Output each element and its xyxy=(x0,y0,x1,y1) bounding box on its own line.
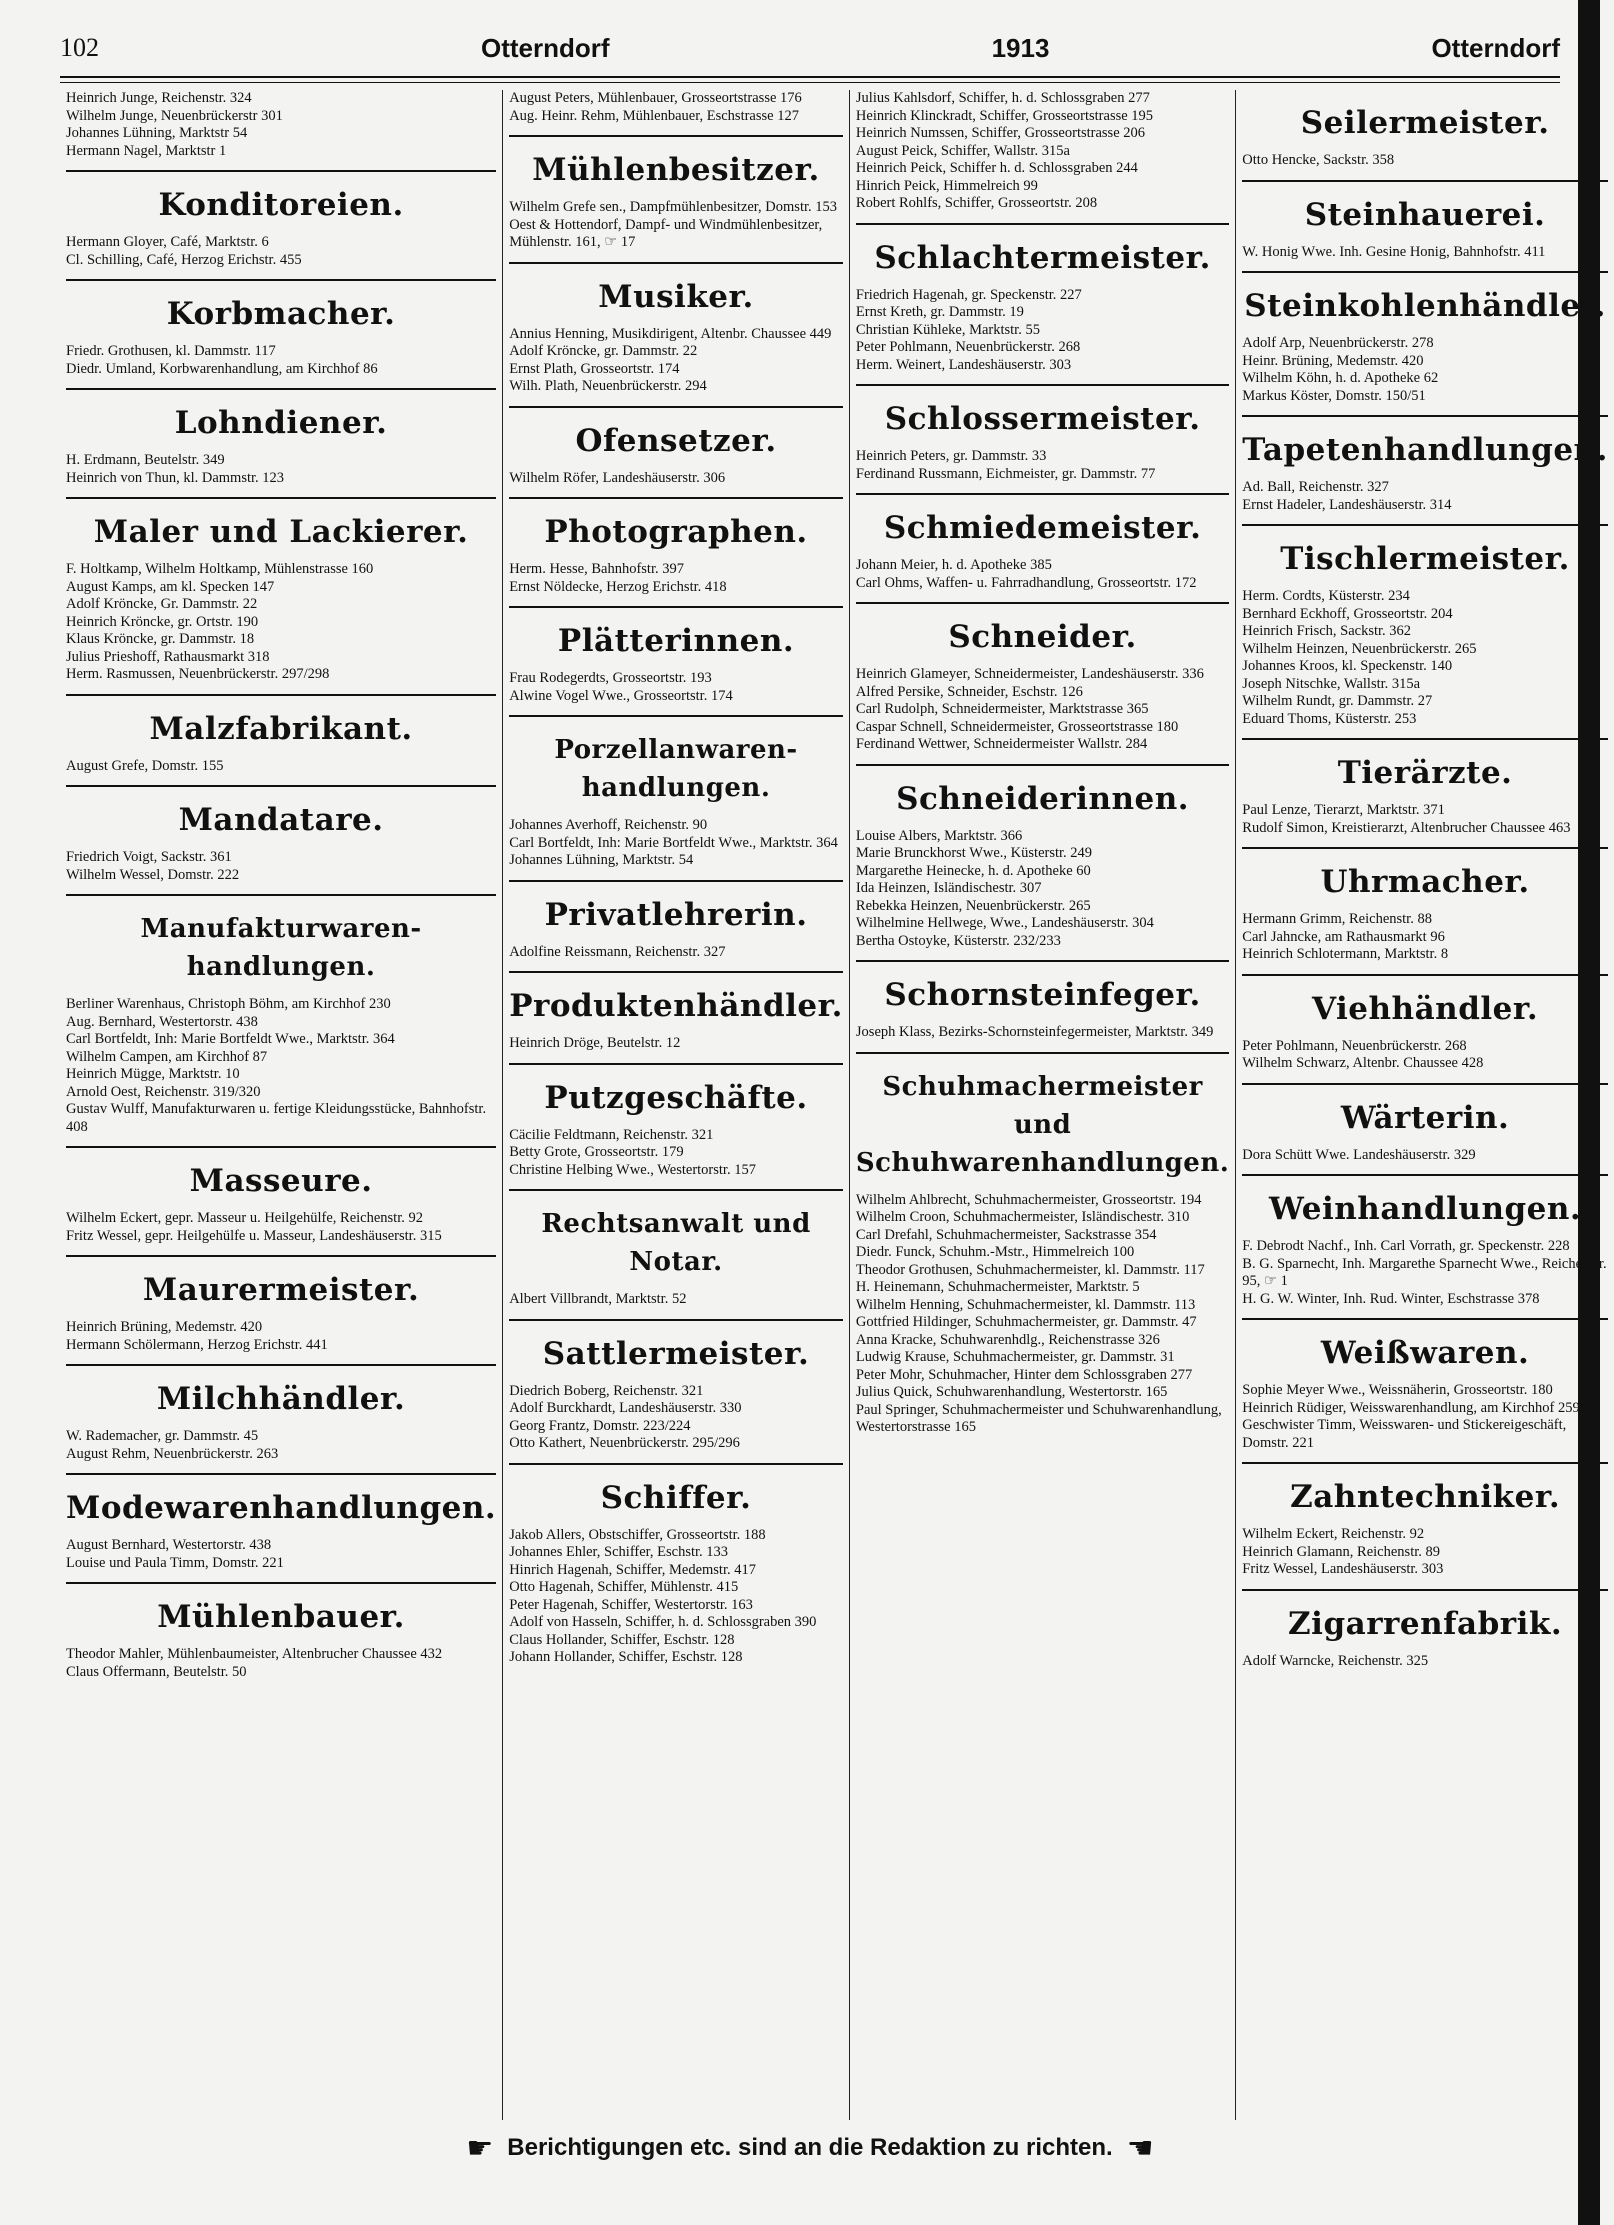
section-divider xyxy=(66,1473,496,1475)
directory-entry: Carl Ohms, Waffen- u. Fahrradhandlung, Grosseortstr. 172 xyxy=(855,574,1197,591)
directory-section xyxy=(66,785,496,884)
directory-section xyxy=(856,384,1229,483)
directory-section xyxy=(509,1189,843,1309)
section-divider xyxy=(509,606,843,608)
footer-note: Berichtigungen etc. sind an die Redaktion zu richten. xyxy=(507,2134,1113,2161)
column-3 xyxy=(850,90,1236,2120)
directory-entry: Heinrich Mügge, Marktstr. 10 xyxy=(66,1066,240,1082)
section-heading: Korbmacher. xyxy=(166,296,396,332)
directory-entry: Dora Schütt Wwe. Landeshäuserstr. 329 xyxy=(1242,1146,1476,1163)
directory-section xyxy=(66,279,496,378)
directory-entry: Ferdinand Wettwer, Schneidermeister Wallstr. 284 xyxy=(855,736,1148,752)
directory-section xyxy=(66,1582,496,1681)
directory-entry: Ad. Ball, Reichenstr. 327 xyxy=(1242,479,1389,495)
directory-entry: Alfred Persike, Schneider, Eschstr. 126 xyxy=(855,683,1083,700)
directory-entry: Paul Lenze, Tierarzt, Marktstr. 371 xyxy=(1242,802,1445,818)
section-heading: Tischlermeister. xyxy=(1280,541,1570,577)
directory-entry: Herm. Hesse, Bahnhofstr. 397 xyxy=(509,561,684,577)
directory-section xyxy=(66,1146,496,1245)
directory-entry: Wilhelm Heinzen, Neuenbrückerstr. 265 xyxy=(1242,640,1477,657)
directory-entry: Cäcilie Feldtmann, Reichenstr. 321 xyxy=(509,1126,714,1143)
section-heading: Porzellanwaren-handlungen. xyxy=(554,735,798,803)
directory-entry: Fritz Wessel, gepr. Heilgehülfe u. Masseur, Landeshäuserstr. 315 xyxy=(66,1227,442,1244)
directory-section xyxy=(66,1255,496,1354)
directory-section xyxy=(1242,1589,1608,1671)
section-heading: Sattlermeister. xyxy=(542,1335,810,1372)
directory-entry: Carl Drefahl, Schuhmachermeister, Sackstrasse 354 xyxy=(855,1226,1157,1243)
section-divider xyxy=(509,880,843,882)
directory-entry: Carl Rudolph, Schneidermeister, Marktstrasse 365 xyxy=(855,701,1149,717)
directory-entry: Heinr. Brüning, Medemstr. 420 xyxy=(1242,352,1424,369)
section-heading: Photographen. xyxy=(544,514,808,550)
directory-entry: Arnold Oest, Reichenstr. 319/320 xyxy=(66,1083,261,1100)
directory-entry: Ernst Hadeler, Landeshäuserstr. 314 xyxy=(1242,496,1452,513)
directory-entry: August Peick, Schiffer, Wallstr. 315a xyxy=(855,142,1070,159)
directory-entry: Gottfried Hildinger, Schuhmachermeister, gr. Dammstr. 47 xyxy=(855,1314,1197,1330)
directory-entry: Berliner Warenhaus, Christoph Böhm, am Kirchhof 230 xyxy=(66,996,391,1012)
directory-entry: Wilhelm Croon, Schuhmachermeister, Isländischestr. 310 xyxy=(855,1209,1190,1225)
directory-entry: Anna Kracke, Schuhwarenhdlg., Reichenstrasse 326 xyxy=(855,1331,1160,1348)
section-heading: Schmiedemeister. xyxy=(883,510,1202,546)
page-footer xyxy=(60,2128,1560,2168)
directory-entry: Wilhelm Köhn, h. d. Apotheke 62 xyxy=(1242,370,1439,386)
section-divider xyxy=(66,785,496,787)
directory-section xyxy=(66,1364,496,1463)
directory-section xyxy=(66,388,496,487)
directory-entry: Claus Offermann, Beutelstr. 50 xyxy=(66,1663,247,1680)
directory-entry: Joseph Klass, Bezirks-Schornsteinfegermeister, Marktstr. 349 xyxy=(855,1024,1214,1040)
directory-entry: Heinrich Junge, Reichenstr. 324 xyxy=(66,90,252,106)
directory-entry: Wilhelm Wessel, Domstr. 222 xyxy=(66,866,240,883)
directory-entry: Heinrich Brüning, Medemstr. 420 xyxy=(66,1319,263,1335)
section-divider xyxy=(1242,1589,1608,1591)
section-divider xyxy=(1242,1318,1608,1320)
town-name-right: Otterndorf xyxy=(1431,32,1560,63)
directory-entry: Julius Kahlsdorf, Schiffer, h. d. Schlossgraben 277 xyxy=(855,90,1150,106)
directory-entry: Johann Meier, h. d. Apotheke 385 xyxy=(855,557,1052,573)
directory-section xyxy=(1242,1462,1608,1579)
directory-entry: Joseph Nitschke, Wallstr. 315a xyxy=(1242,675,1421,692)
directory-entry: August Bernhard, Westertorstr. 438 xyxy=(66,1537,272,1553)
section-heading: Modewarenhandlungen. xyxy=(66,1490,497,1526)
directory-entry: Wilhelm Campen, am Kirchhof 87 xyxy=(66,1048,268,1065)
section-divider xyxy=(1242,524,1608,526)
section-divider xyxy=(1242,271,1608,273)
section-heading: Schlossermeister. xyxy=(884,401,1201,437)
directory-entry: Hermann Gloyer, Café, Marktstr. 6 xyxy=(66,234,269,250)
directory-entry: Wilhelm Junge, Neuenbrückerstr 301 xyxy=(66,107,283,124)
directory-entry: Robert Rohlfs, Schiffer, Grosseortstr. 208 xyxy=(855,195,1098,211)
directory-entry: Gustav Wulff, Manufakturwaren u. fertige Kleidungsstücke, Bahnhofstr. 408 xyxy=(66,1101,487,1135)
section-divider xyxy=(66,894,496,896)
directory-entry: Johannes Lühning, Marktstr 54 xyxy=(66,125,248,141)
section-heading: Mandatare. xyxy=(178,802,384,838)
section-heading: Weinhandlungen. xyxy=(1268,1191,1582,1227)
directory-section xyxy=(856,764,1229,951)
section-divider xyxy=(509,135,843,137)
directory-entry: Adolf Burckhardt, Landeshäuserstr. 330 xyxy=(509,1400,742,1416)
directory-entry: Adolf Warncke, Reichenstr. 325 xyxy=(1242,1652,1429,1669)
directory-entry: Hinrich Hagenah, Schiffer, Medemstr. 417 xyxy=(509,1561,756,1578)
section-heading: Steinkohlenhändler. xyxy=(1244,288,1606,324)
section-heading: Schneiderinnen. xyxy=(896,780,1190,817)
section-divider xyxy=(66,1255,496,1257)
directory-entry: Carl Bortfeldt, Inh: Marie Bortfeldt Wwe., Marktstr. 364 xyxy=(509,834,838,851)
section-heading: Schornsteinfeger. xyxy=(884,977,1201,1013)
directory-section xyxy=(856,493,1229,592)
section-heading: Uhrmacher. xyxy=(1320,864,1530,900)
section-heading: Zahntechniker. xyxy=(1290,1479,1561,1515)
directory-entry: Herm. Rasmussen, Neuenbrückerstr. 297/298 xyxy=(66,666,330,682)
directory-entry: Wilhelm Eckert, gepr. Masseur u. Heilgehülfe, Reichenstr. 92 xyxy=(66,1210,423,1226)
directory-entry: Carl Bortfeldt, Inh: Marie Bortfeldt Wwe., Marktstr. 364 xyxy=(66,1031,395,1047)
section-divider xyxy=(1242,974,1608,976)
directory-entry: Alwine Vogel Wwe., Grosseortstr. 174 xyxy=(509,687,733,704)
section-heading: Musiker. xyxy=(598,278,754,315)
section-heading: Lohndiener. xyxy=(174,405,388,441)
section-divider xyxy=(66,1582,496,1584)
directory-entry: Hinrich Peick, Himmelreich 99 xyxy=(855,177,1038,194)
section-heading: Schiffer. xyxy=(600,1479,752,1516)
section-divider xyxy=(856,764,1229,766)
directory-entry: Heinrich Peters, gr. Dammstr. 33 xyxy=(855,448,1047,464)
directory-section xyxy=(1242,1318,1608,1452)
directory-entry: Wilhelmine Hellwege, Wwe., Landeshäuserstr. 304 xyxy=(855,915,1154,931)
directory-entry: Johannes Lühning, Marktstr. 54 xyxy=(509,852,694,868)
directory-entry: Aug. Bernhard, Westertorstr. 438 xyxy=(66,1013,258,1030)
section-heading: Privatlehrerin. xyxy=(544,896,808,933)
directory-section xyxy=(1242,974,1608,1073)
section-divider xyxy=(66,694,496,696)
directory-entry: Sophie Meyer Wwe., Weissnäherin, Grosseortstr. 180 xyxy=(1242,1382,1553,1398)
pointing-hand-left-icon: ☚ xyxy=(1126,2131,1154,2165)
directory-section xyxy=(66,694,496,776)
directory-section xyxy=(509,406,843,488)
section-heading: Milchhändler. xyxy=(156,1381,406,1417)
directory-entry: Otto Hencke, Sackstr. 358 xyxy=(1242,152,1395,168)
directory-entry: Wilhelm Rundt, gr. Dammstr. 27 xyxy=(1242,693,1433,709)
section-divider xyxy=(1242,1462,1608,1464)
directory-entry: Claus Hollander, Schiffer, Eschstr. 128 xyxy=(509,1631,735,1648)
directory-entry: Adolf Kröncke, Gr. Dammstr. 22 xyxy=(66,596,258,612)
directory-entry: Ferdinand Russmann, Eichmeister, gr. Dammstr. 77 xyxy=(855,465,1156,482)
section-heading: Ofensetzer. xyxy=(575,422,777,459)
town-name-left: Otterndorf xyxy=(481,32,610,63)
directory-entry: H. Erdmann, Beutelstr. 349 xyxy=(66,452,225,468)
directory-section xyxy=(1242,847,1608,964)
directory-entry: W. Rademacher, gr. Dammstr. 45 xyxy=(66,1428,259,1444)
section-heading: Produktenhändler. xyxy=(509,988,843,1024)
section-heading: Steinhauerei. xyxy=(1304,196,1546,233)
section-divider xyxy=(509,971,843,973)
section-heading: Viehhändler. xyxy=(1312,990,1539,1027)
section-divider xyxy=(1242,847,1608,849)
directory-entry: Hermann Schölermann, Herzog Erichstr. 441 xyxy=(66,1336,328,1353)
directory-entry: Heinrich von Thun, kl. Dammstr. 123 xyxy=(66,469,285,486)
directory-entry: Wilh. Plath, Neuenbrückerstr. 294 xyxy=(509,378,707,394)
page-header xyxy=(60,28,1560,68)
directory-entry: Peter Pohlmann, Neuenbrückerstr. 268 xyxy=(855,339,1081,355)
directory-entry: Geschwister Timm, Weisswaren- und Stickereigeschäft, Domstr. 221 xyxy=(1242,1417,1567,1451)
directory-section xyxy=(856,1052,1229,1437)
column-4 xyxy=(1236,90,1614,2120)
directory-section xyxy=(856,602,1229,754)
directory-entry: August Rehm, Neuenbrückerstr. 263 xyxy=(66,1445,279,1462)
section-heading: Plätterinnen. xyxy=(557,623,795,659)
section-divider xyxy=(856,493,1229,495)
directory-entry: Ernst Plath, Grosseortstr. 174 xyxy=(509,360,680,377)
directory-columns xyxy=(60,90,1608,2120)
directory-entry: Hermann Nagel, Marktstr 1 xyxy=(66,142,227,159)
directory-entry: Ludwig Krause, Schuhmachermeister, gr. Dammstr. 31 xyxy=(855,1349,1175,1365)
section-divider xyxy=(509,1463,843,1465)
directory-entry: W. Honig Wwe. Inh. Gesine Honig, Bahnhofstr. 411 xyxy=(1242,243,1546,260)
directory-entry: Annius Henning, Musikdirigent, Altenbr. Chaussee 449 xyxy=(509,325,832,342)
directory-entry: F. Debrodt Nachf., Inh. Carl Vorrath, gr. Speckenstr. 228 xyxy=(1242,1238,1570,1254)
section-heading: Maler und Lackierer. xyxy=(93,514,469,550)
directory-section xyxy=(1242,524,1608,728)
directory-entry: Eduard Thoms, Küsterstr. 253 xyxy=(1242,710,1417,727)
section-divider xyxy=(1242,738,1608,740)
directory-entry: Diedr. Funck, Schuhm.-Mstr., Himmelreich 100 xyxy=(855,1244,1135,1260)
directory-entry: Heinrich Kröncke, gr. Ortstr. 190 xyxy=(66,613,259,630)
directory-entry: Johannes Kroos, kl. Speckenstr. 140 xyxy=(1242,658,1453,674)
directory-entry: Wilhelm Henning, Schuhmachermeister, kl. Dammstr. 113 xyxy=(855,1296,1196,1313)
directory-entry: B. G. Sparnecht, Inh. Margarethe Sparnecht Wwe., Reichenstr. 95, ☞ 1 xyxy=(1242,1255,1607,1289)
directory-entry: Christine Helbing Wwe., Westertorstr. 157 xyxy=(509,1161,756,1178)
directory-section xyxy=(1242,1174,1608,1308)
directory-entry: Heinrich Peick, Schiffer h. d. Schlossgraben 244 xyxy=(855,160,1138,176)
directory-entry: Heinrich Schlotermann, Marktstr. 8 xyxy=(1242,946,1449,962)
directory-section xyxy=(1242,180,1608,262)
directory-entry: Wilhelm Röfer, Landeshäuserstr. 306 xyxy=(509,469,726,486)
directory-entry: Friedrich Hagenah, gr. Speckenstr. 227 xyxy=(855,286,1082,303)
directory-section xyxy=(1242,104,1608,170)
directory-entry: Johannes Ehler, Schiffer, Eschstr. 133 xyxy=(509,1544,729,1560)
section-divider xyxy=(856,960,1229,962)
section-divider xyxy=(856,384,1229,386)
directory-section xyxy=(856,90,1229,213)
section-heading: Schlachtermeister. xyxy=(874,239,1211,276)
directory-entry: Adolfine Reissmann, Reichenstr. 327 xyxy=(509,943,726,960)
section-heading: Manufakturwaren-handlungen. xyxy=(140,914,422,982)
directory-entry: Diedr. Umland, Korbwarenhandlung, am Kirchhof 86 xyxy=(66,360,378,377)
directory-entry: Klaus Kröncke, gr. Dammstr. 18 xyxy=(66,631,255,647)
section-divider xyxy=(856,1052,1229,1054)
directory-entry: Wilhelm Schwarz, Altenbr. Chaussee 428 xyxy=(1242,1055,1484,1071)
directory-entry: Heinrich Frisch, Sackstr. 362 xyxy=(1242,623,1412,639)
section-divider xyxy=(66,170,496,172)
directory-section xyxy=(509,1463,843,1667)
directory-entry: Adolf von Hasseln, Schiffer, h. d. Schlossgraben 390 xyxy=(509,1614,817,1630)
directory-entry: Oest & Hottendorf, Dampf- und Windmühlenbesitzer, Mühlenstr. 161, ☞ 17 xyxy=(509,216,823,250)
directory-section xyxy=(509,497,843,596)
directory-entry: Johann Hollander, Schiffer, Eschstr. 128 xyxy=(509,1649,743,1665)
directory-entry: Julius Quick, Schuhwarenhandlung, Westertorstr. 165 xyxy=(855,1384,1168,1400)
directory-section xyxy=(66,170,496,269)
section-divider xyxy=(66,1146,496,1148)
section-heading: Malzfabrikant. xyxy=(149,710,413,747)
section-divider xyxy=(509,497,843,499)
pointing-hand-right-icon: ☛ xyxy=(466,2131,494,2165)
directory-section xyxy=(509,880,843,962)
directory-entry: Bertha Ostoyke, Küsterstr. 232/233 xyxy=(855,932,1061,949)
directory-entry: Herm. Cordts, Küsterstr. 234 xyxy=(1242,588,1410,604)
section-divider xyxy=(66,388,496,390)
directory-section xyxy=(66,90,496,160)
directory-entry: Wilhelm Ahlbrecht, Schuhmachermeister, Grosseortstr. 194 xyxy=(855,1191,1202,1208)
directory-entry: August Grefe, Domstr. 155 xyxy=(66,757,224,774)
directory-entry: Theodor Mahler, Mühlenbaumeister, Altenbrucher Chaussee 432 xyxy=(66,1646,443,1662)
directory-section xyxy=(509,135,843,252)
directory-section xyxy=(66,1473,496,1572)
directory-section xyxy=(1242,1083,1608,1165)
section-heading: Zigarrenfabrik. xyxy=(1288,1605,1563,1642)
directory-entry: Caspar Schnell, Schneidermeister, Grosseortstrasse 180 xyxy=(855,718,1179,735)
directory-section xyxy=(1242,271,1608,405)
directory-entry: Markus Köster, Domstr. 150/51 xyxy=(1242,387,1426,404)
directory-section xyxy=(509,90,843,125)
section-divider xyxy=(509,406,843,408)
section-heading: Tapetenhandlungen. xyxy=(1242,432,1608,468)
section-divider xyxy=(856,223,1229,225)
directory-entry: Betty Grote, Grosseortstr. 179 xyxy=(509,1144,684,1160)
directory-entry: Ernst Nöldecke, Herzog Erichstr. 418 xyxy=(509,578,727,595)
directory-entry: Christian Kühleke, Marktstr. 55 xyxy=(855,321,1040,338)
directory-entry: Frau Rodegerdts, Grosseortstr. 193 xyxy=(509,670,712,686)
section-heading: Masseure. xyxy=(189,1163,373,1199)
directory-entry: Heinrich Glamann, Reichenstr. 89 xyxy=(1242,1543,1441,1560)
header-rule xyxy=(60,76,1560,83)
directory-section xyxy=(66,894,496,1136)
section-heading: Schuhmachermeister und Schuhwarenhandlungen. xyxy=(855,1071,1230,1178)
directory-entry: Hermann Grimm, Reichenstr. 88 xyxy=(1242,911,1432,927)
directory-entry: H. G. W. Winter, Inh. Rud. Winter, Eschstrasse 378 xyxy=(1242,1290,1540,1307)
directory-section xyxy=(1242,415,1608,514)
directory-entry: Julius Prieshoff, Rathausmarkt 318 xyxy=(66,648,270,665)
section-heading: Putzgeschäfte. xyxy=(544,1079,808,1116)
directory-section xyxy=(509,715,843,870)
page-number: 102 xyxy=(60,33,99,62)
directory-entry: Herm. Weinert, Landeshäuserstr. 303 xyxy=(855,356,1072,373)
directory-section xyxy=(856,223,1229,375)
section-divider xyxy=(509,715,843,717)
section-heading: Seilermeister. xyxy=(1300,105,1550,141)
directory-entry: Fritz Wessel, Landeshäuserstr. 303 xyxy=(1242,1561,1444,1577)
directory-entry: Heinrich Rüdiger, Weisswarenhandlung, am Kirchhof 259 xyxy=(1242,1399,1580,1416)
directory-entry: Georg Frantz, Domstr. 223/224 xyxy=(509,1417,691,1434)
directory-entry: Ida Heinzen, Isländischestr. 307 xyxy=(855,880,1042,896)
directory-entry: Paul Springer, Schuhmachermeister und Schuhwarenhandlung, Westertorstrasse 165 xyxy=(855,1401,1222,1435)
directory-entry: Heinrich Numssen, Schiffer, Grosseortstrasse 206 xyxy=(855,125,1145,141)
section-heading: Wärterin. xyxy=(1340,1099,1510,1136)
directory-section xyxy=(509,262,843,396)
directory-entry: Peter Mohr, Schuhmacher, Hinter dem Schlossgraben 277 xyxy=(855,1366,1193,1383)
directory-entry: Marie Brunckhorst Wwe., Küsterstr. 249 xyxy=(855,845,1093,861)
section-heading: Rechtsanwalt und Notar. xyxy=(541,1209,811,1277)
directory-entry: Heinrich Dröge, Beutelstr. 12 xyxy=(509,1035,681,1051)
section-divider xyxy=(509,1319,843,1321)
section-heading: Mühlenbauer. xyxy=(157,1599,405,1635)
directory-section xyxy=(509,606,843,705)
directory-entry: Rebekka Heinzen, Neuenbrückerstr. 265 xyxy=(855,897,1091,914)
directory-entry: H. Heinemann, Schuhmachermeister, Marktstr. 5 xyxy=(855,1279,1140,1295)
year: 1913 xyxy=(991,32,1050,63)
directory-entry: F. Holtkamp, Wilhelm Holtkamp, Mühlenstrasse 160 xyxy=(66,561,374,577)
directory-section xyxy=(509,971,843,1053)
directory-entry: Wilhelm Grefe sen., Dampfmühlenbesitzer, Domstr. 153 xyxy=(509,199,838,215)
directory-entry: Heinrich Klinckradt, Schiffer, Grosseortstrasse 195 xyxy=(855,107,1154,124)
directory-entry: Otto Kathert, Neuenbrückerstr. 295/296 xyxy=(509,1435,740,1451)
section-divider xyxy=(509,262,843,264)
directory-entry: Adolf Arp, Neuenbrückerstr. 278 xyxy=(1242,335,1434,351)
directory-entry: Aug. Heinr. Rehm, Mühlenbauer, Eschstrasse 127 xyxy=(509,107,799,124)
section-heading: Konditoreien. xyxy=(158,187,404,223)
section-heading: Tierärzte. xyxy=(1337,755,1513,791)
directory-entry: Albert Villbrandt, Marktstr. 52 xyxy=(509,1291,687,1307)
section-heading: Schneider. xyxy=(948,619,1137,655)
directory-entry: Ernst Kreth, gr. Dammstr. 19 xyxy=(855,304,1024,320)
directory-entry: Margarethe Heinecke, h. d. Apotheke 60 xyxy=(855,862,1091,879)
directory-entry: Carl Jahncke, am Rathausmarkt 96 xyxy=(1242,928,1445,945)
column-1 xyxy=(60,90,503,2120)
directory-section xyxy=(509,1063,843,1180)
section-divider xyxy=(66,1364,496,1366)
directory-entry: Louise Albers, Marktstr. 366 xyxy=(855,827,1023,844)
directory-section xyxy=(1242,738,1608,837)
directory-entry: August Peters, Mühlenbauer, Grosseortstrasse 176 xyxy=(509,90,802,106)
directory-entry: Friedrich Voigt, Sackstr. 361 xyxy=(66,849,232,865)
directory-entry: August Kamps, am kl. Specken 147 xyxy=(66,578,275,595)
section-divider xyxy=(66,279,496,281)
section-divider xyxy=(1242,1174,1608,1176)
section-divider xyxy=(1242,180,1608,182)
column-2 xyxy=(503,90,850,2120)
directory-entry: Friedr. Grothusen, kl. Dammstr. 117 xyxy=(66,343,276,359)
directory-entry: Rudolf Simon, Kreistierarzt, Altenbrucher Chaussee 463 xyxy=(1242,819,1571,836)
section-divider xyxy=(509,1063,843,1065)
directory-entry: Otto Hagenah, Schiffer, Mühlenstr. 415 xyxy=(509,1579,739,1595)
directory-entry: Louise und Paula Timm, Domstr. 221 xyxy=(66,1554,284,1571)
section-divider xyxy=(1242,415,1608,417)
directory-entry: Diedrich Boberg, Reichenstr. 321 xyxy=(509,1382,704,1399)
directory-entry: Bernhard Eckhoff, Grosseortstr. 204 xyxy=(1242,605,1453,622)
directory-entry: Cl. Schilling, Café, Herzog Erichstr. 455 xyxy=(66,251,302,268)
section-divider xyxy=(1242,1083,1608,1085)
section-heading: Weißwaren. xyxy=(1320,1335,1530,1371)
directory-section xyxy=(856,960,1229,1042)
directory-entry: Johannes Averhoff, Reichenstr. 90 xyxy=(509,817,708,833)
directory-entry: Heinrich Glameyer, Schneidermeister, Landeshäuserstr. 336 xyxy=(855,666,1204,682)
directory-entry: Adolf Kröncke, gr. Dammstr. 22 xyxy=(509,343,698,359)
directory-section xyxy=(66,497,496,684)
directory-entry: Wilhelm Eckert, Reichenstr. 92 xyxy=(1242,1526,1425,1542)
directory-entry: Peter Pohlmann, Neuenbrückerstr. 268 xyxy=(1242,1037,1467,1054)
section-divider xyxy=(856,602,1229,604)
directory-entry: Theodor Grothusen, Schuhmachermeister, kl. Dammstr. 117 xyxy=(855,1261,1205,1278)
section-heading: Mühlenbesitzer. xyxy=(532,152,820,188)
directory-section xyxy=(509,1319,843,1453)
section-heading: Maurermeister. xyxy=(142,1272,420,1308)
directory-entry: Peter Hagenah, Schiffer, Westertorstr. 163 xyxy=(509,1596,753,1613)
directory-entry: Jakob Allers, Obstschiffer, Grosseortstr. 188 xyxy=(509,1526,766,1543)
section-divider xyxy=(509,1189,843,1191)
section-divider xyxy=(66,497,496,499)
